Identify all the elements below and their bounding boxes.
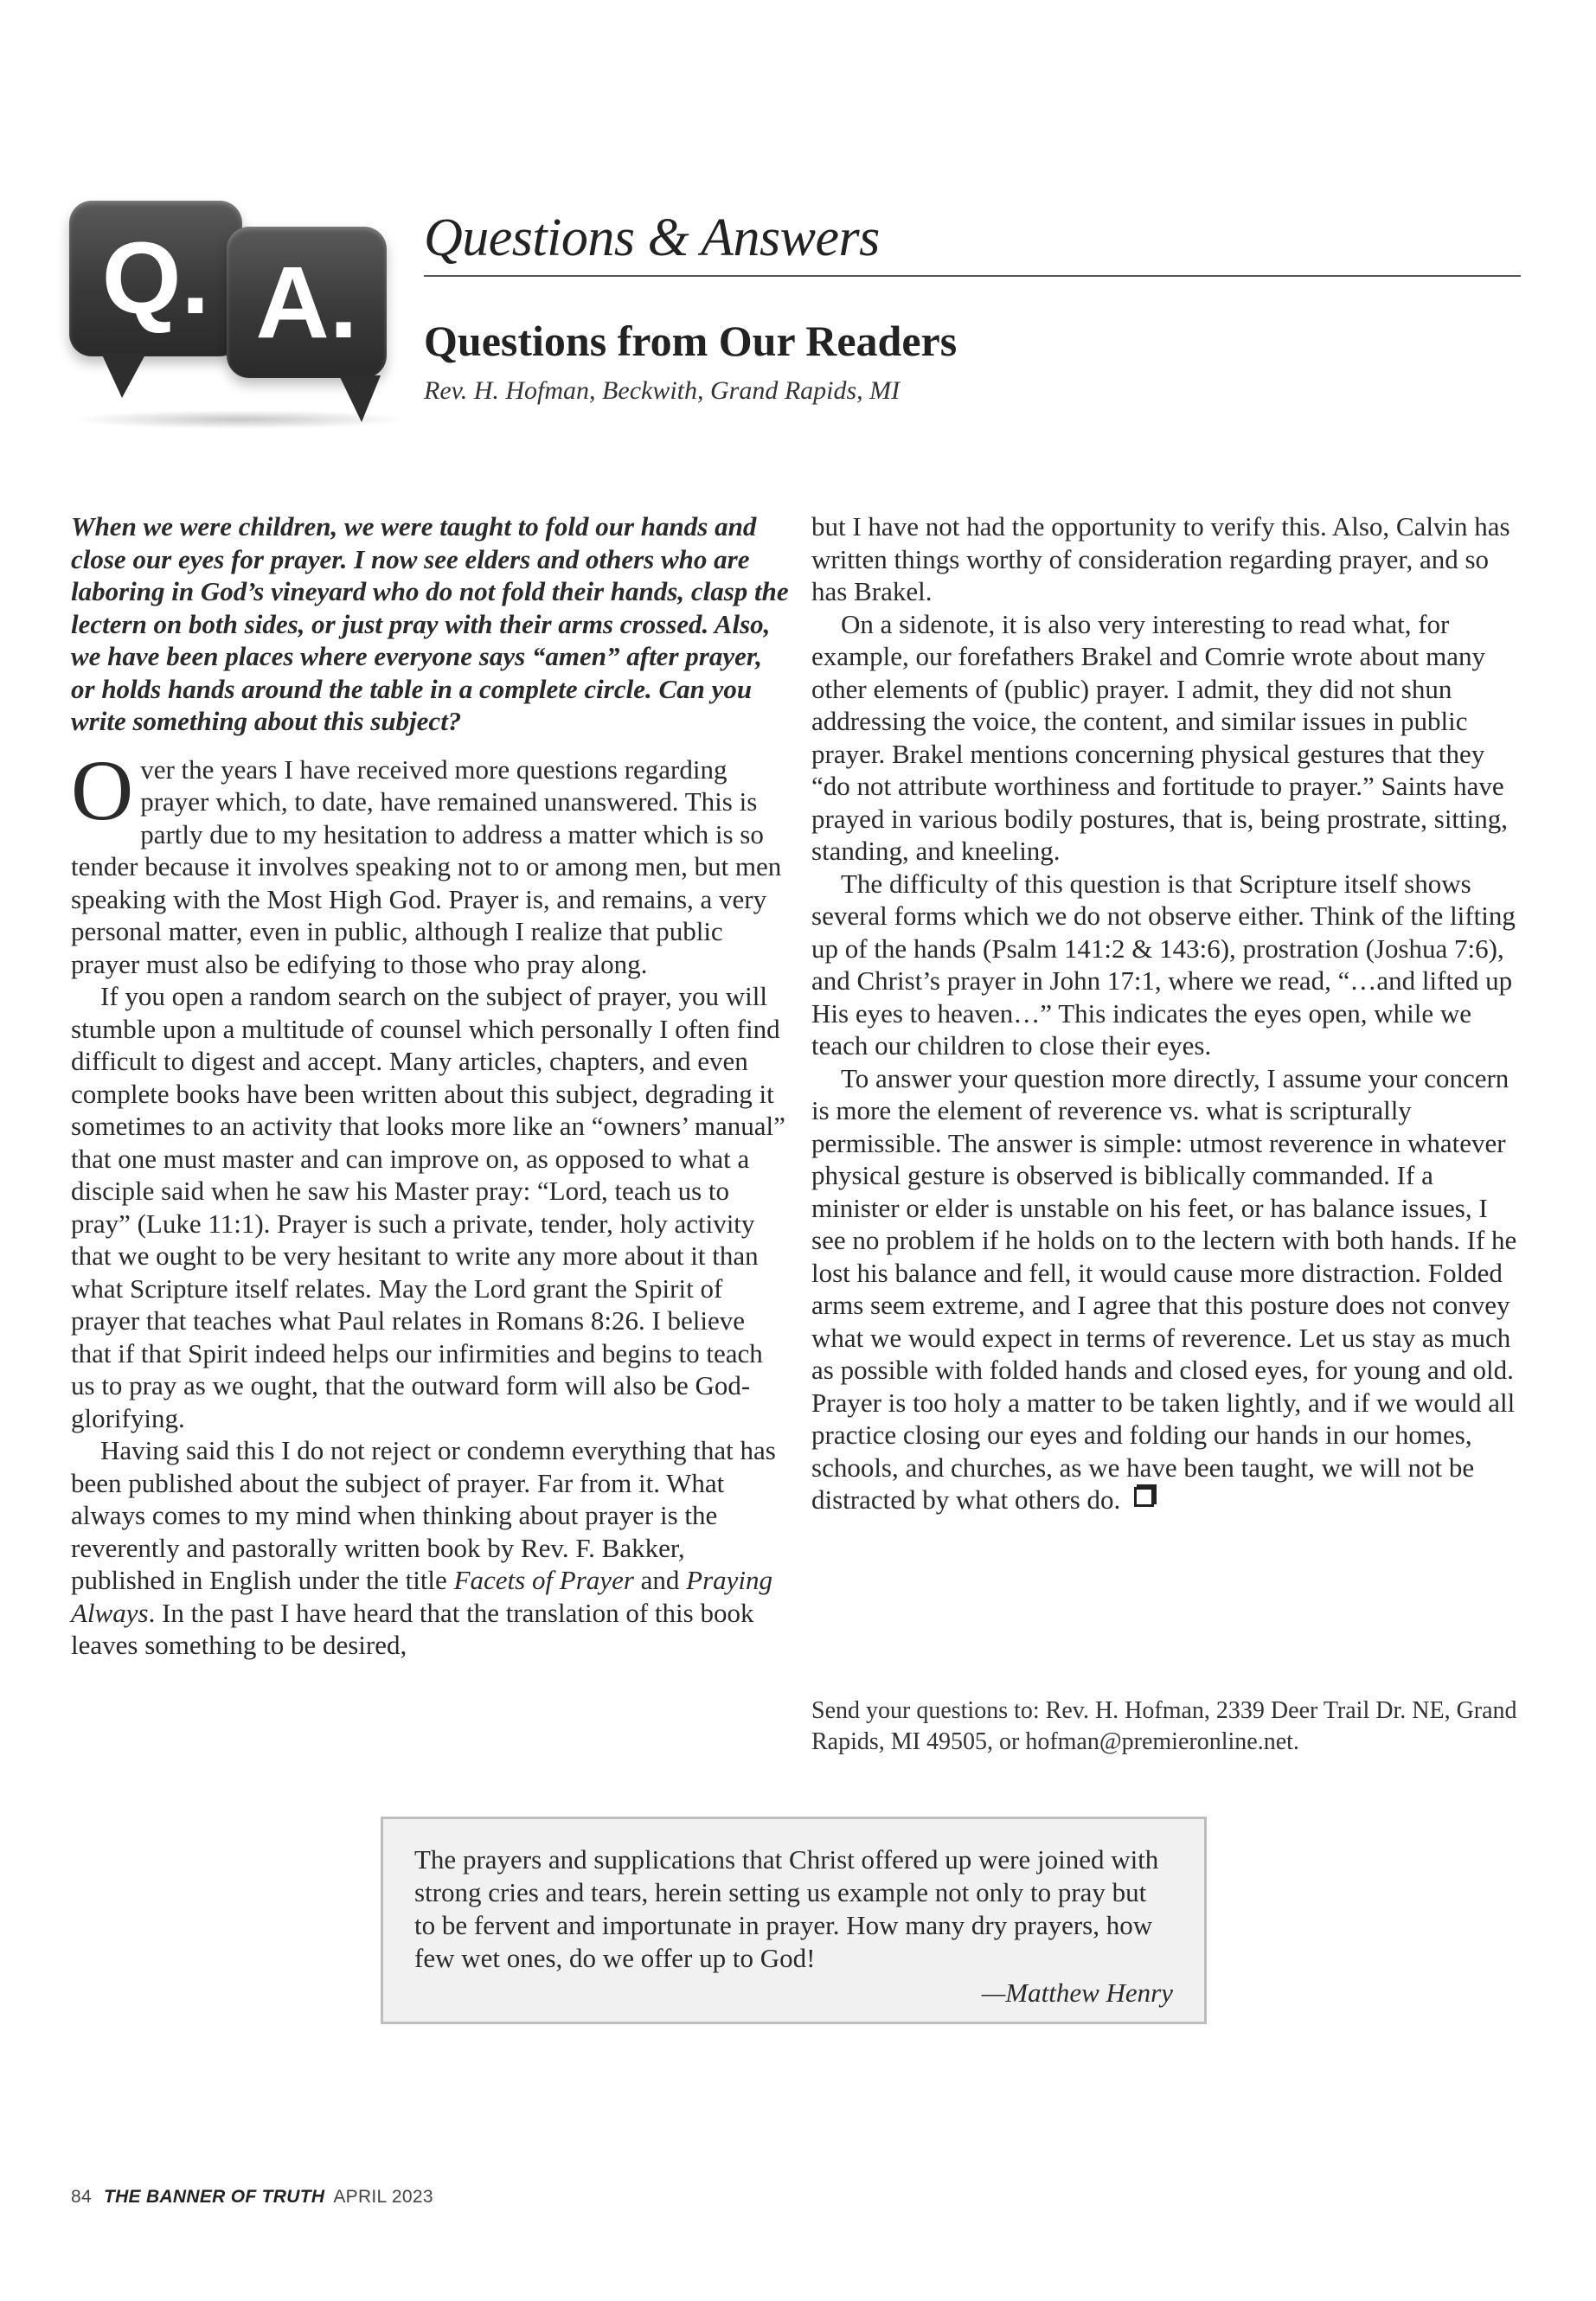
answer-paragraph-3-start: Having said this I do not reject or condemn everything that has been published about the subject of prayer. Far from it. What always comes to my mind when thinking about prayer is the reverently and pastorally written book by Rev. F. Bakker, published in English under the title (71, 1435, 776, 1595)
end-of-article-icon (1134, 1487, 1154, 1507)
book-title-praying-always: Praying Always (71, 1565, 773, 1628)
byline: Rev. H. Hofman, Beckwith, Grand Rapids, MI (424, 376, 901, 405)
drop-cap: O (71, 741, 134, 838)
book-title-facets: Facets of Prayer (453, 1565, 634, 1595)
answer-paragraph-3-end: . In the past I have heard that the translation of this book leaves something to be desired, (71, 1597, 754, 1660)
qa-logo-graphic (62, 192, 408, 434)
right-column (811, 510, 1525, 1516)
reader-question: When we were children, we were taught to fold our hands and close our eyes for prayer. I now see elders and others who are laboring in God’s vineyard who do not fold their hands, clasp the lectern on both sides, or just pray with their arms crossed. Also, we have been places where everyone says “amen” after prayer, or holds hands around the table in a complete circle. Can you write something about this subject? (71, 511, 789, 736)
answer-paragraph-1-text: ver the years I have received more questions regarding prayer which, to date, have remained unanswered. This is partly due to my hesitation to address a matter which is so tender because it involves speaking not to or among men, but men speaking with the Most High God. Prayer is, and remains, a very personal matter, even in public, although I realize that public prayer must also be edifying to those who pray along. (71, 753, 782, 979)
magazine-name: THE BANNER OF TRUTH (103, 2187, 325, 2207)
send-questions-note: Send your questions to: Rev. H. Hofman, 2339 Deer Trail Dr. NE, Grand Rapids, MI 49505, or hofman@premieronline.net. (811, 1697, 1517, 1755)
issue-date: APRIL 2023 (333, 2187, 433, 2207)
page-footer (71, 2187, 433, 2208)
answer-paragraph-1 (71, 741, 789, 981)
a-bubble-tail (339, 375, 381, 422)
pull-quote-text: The prayers and supplications that Christ offered up were joined with strong cries and tears, herein setting us example not only to pray but to be fervent and importunate in prayer. How many dry prayers, how few wet ones, do we offer up to God! (414, 1844, 1159, 1973)
answer-paragraph-4: but I have not had the opportunity to verify this. Also, Calvin has written things worthy of consideration regarding prayer, and so has Brakel. (811, 511, 1510, 606)
a-speech-bubble-icon (227, 227, 387, 378)
answer-paragraph-7 (811, 1062, 1525, 1516)
q-letter: Q. (101, 221, 210, 336)
answer-paragraph-2: If you open a random search on the subject of prayer, you will stumble upon a multitude of counsel which personally I often find difficult to digest and accept. Many articles, chapters, and even complete books have been written about this subject, degrading it sometimes to an activity that looks more like an “owners’ manual” that one must master and can improve on, as opposed to what a disciple said when he saw his Master pray: “Lord, teach us to pray” (Luke 11:1). Prayer is such a private, tender, holy activity that we ought to be very hesitant to write any more about it than what Scripture itself relates. May the Lord grant the Spirit of prayer that teaches what Paul relates in Romans 8:26. I believe that if that Spirit indeed helps our infirmities and begins to teach us to pray as we ought, that the outward form will also be God-glorifying. (71, 981, 785, 1433)
section-title: Questions & Answers (424, 208, 880, 267)
answer-paragraph-7-text: To answer your question more directly, I assume your concern is more the element of reverence vs. what is scripturally permissible. The answer is simple: utmost reverence in whatever physical gesture is observed is biblically commanded. If a minister or elder is unstable on his feet, or has balance issues, I see no problem if he holds on to the lectern with both hands. If he lost his balance and fell, it would cause more distraction. Folded arms seem extreme, and I agree that this posture does not convey what we would expect in terms of reverence. Let us stay as much as possible with folded hands and closed eyes, for young and old. Prayer is too holy a matter to be taken lightly, and if we would all practice closing our eyes and folding our hands in our homes, schools, and churches, as we have been taught, we will not be distracted by what others do. (811, 1062, 1517, 1515)
left-column (71, 510, 789, 1662)
q-bubble-tail (101, 353, 146, 398)
answer-paragraph-3-and: and (633, 1565, 687, 1595)
title-divider (424, 275, 1521, 277)
page-number: 84 (71, 2187, 92, 2207)
pull-quote-box (381, 1817, 1207, 2024)
article-title: Questions from Our Readers (424, 317, 958, 365)
answer-paragraph-5: On a sidenote, it is also very interesting to read what, for example, our forefathers Brakel and Comrie wrote about many other elements of (public) prayer. I admit, they did not shun addressing the voice, the content, and similar issues in public prayer. Brakel mentions concerning physical gestures that they “do not attribute worthiness and fortitude to prayer.” Saints have prayed in various bodily postures, that is, being prostrate, sitting, standing, and kneeling. (811, 608, 1509, 866)
answer-paragraph-6: The difficulty of this question is that Scripture itself shows several forms which we do not observe either. Think of the lifting up of the hands (Psalm 141:2 & 143:6), prostration (Joshua 7:6), and Christ’s prayer in John 17:1, where we read, “…and lifted up His eyes to heaven…” This indicates the eyes open, while we teach our children to close their eyes. (811, 868, 1516, 1061)
pull-quote-attribution: —Matthew Henry (981, 1977, 1173, 2008)
q-speech-bubble-icon (69, 201, 242, 356)
answer-paragraph-3 (71, 1434, 789, 1662)
a-letter: A. (255, 245, 358, 360)
